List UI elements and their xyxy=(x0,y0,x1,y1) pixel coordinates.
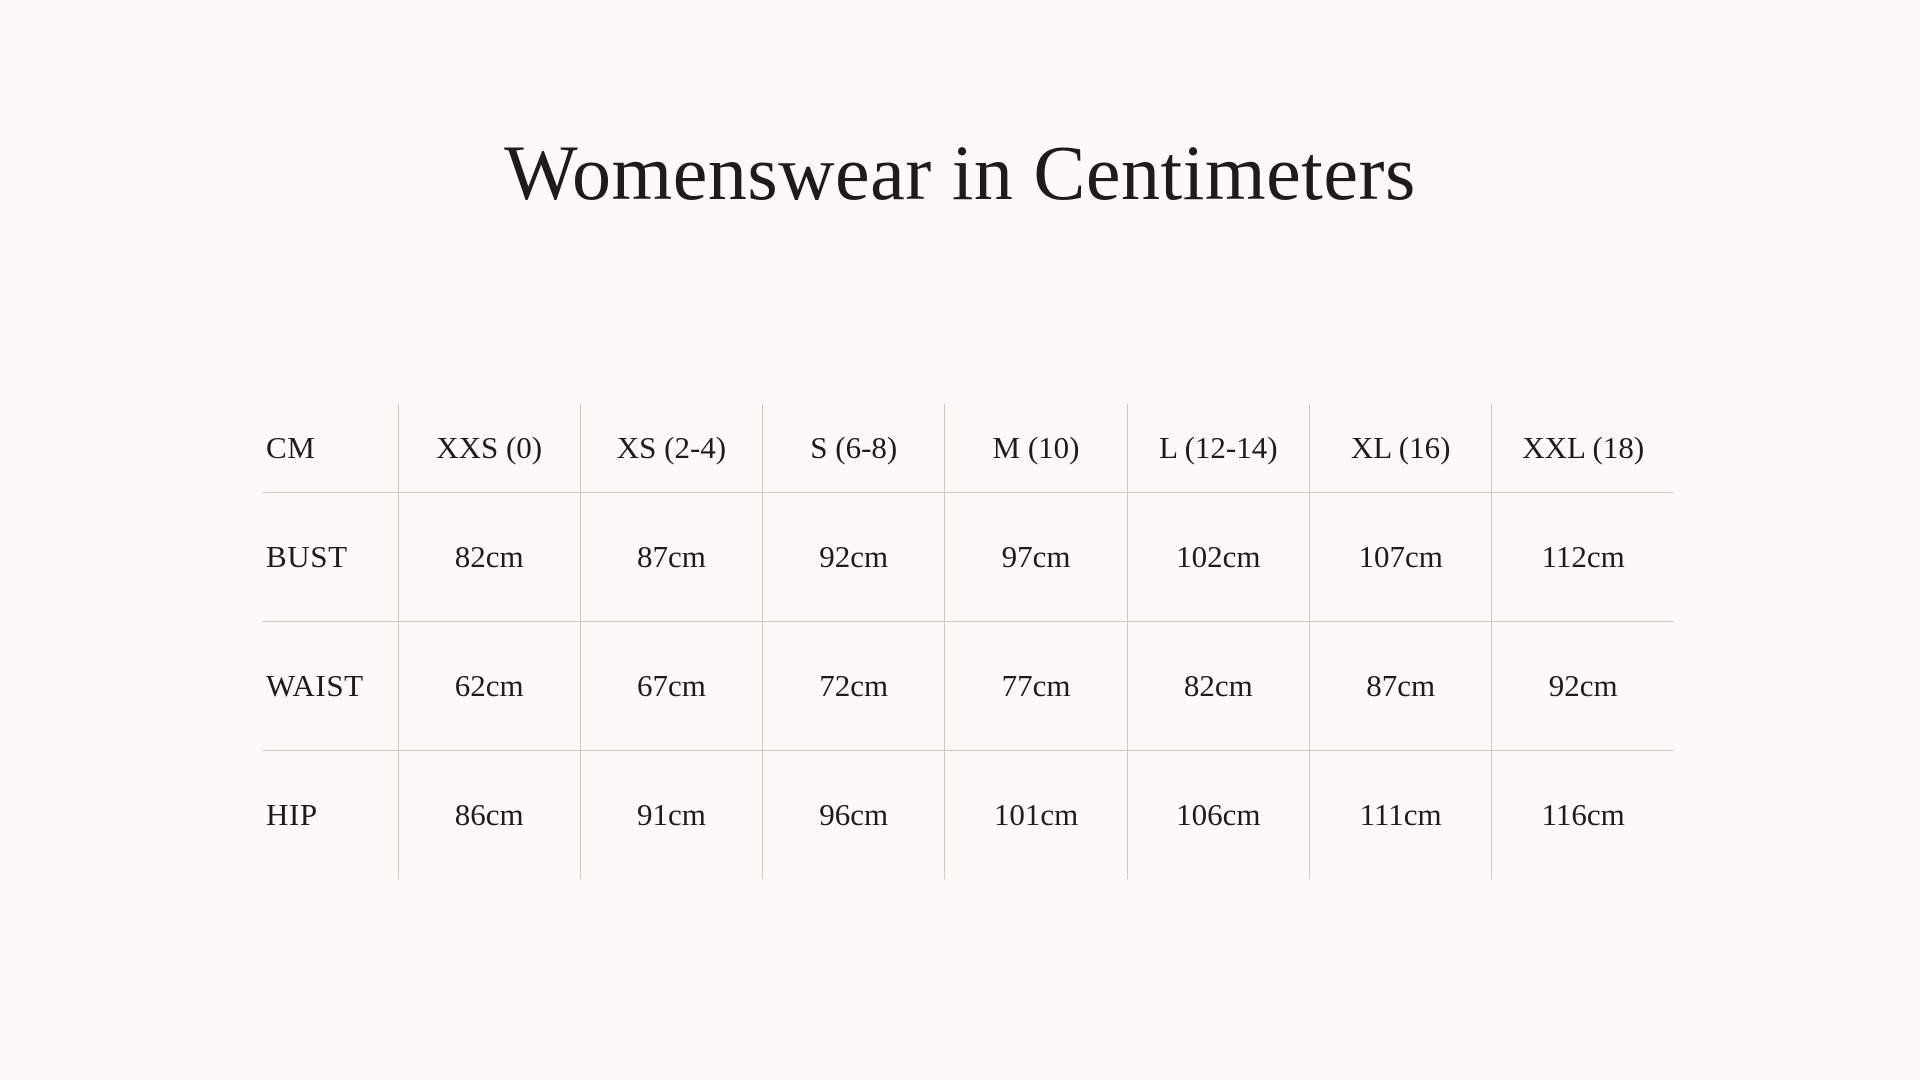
size-table-body xyxy=(262,492,1674,879)
cell-hip-s: 96cm xyxy=(763,750,945,879)
cell-bust-xxl: 112cm xyxy=(1492,492,1674,621)
cell-hip-xxl: 116cm xyxy=(1492,750,1674,879)
cell-waist-xl: 87cm xyxy=(1309,621,1491,750)
size-table-header xyxy=(262,404,1674,492)
cell-waist-l: 82cm xyxy=(1127,621,1309,750)
cell-waist-xxs: 62cm xyxy=(398,621,580,750)
row-label-bust: BUST xyxy=(266,538,348,574)
cell-waist-m: 77cm xyxy=(945,621,1127,750)
cell-hip-m: 101cm xyxy=(945,750,1127,879)
column-header-xxl: XXL (18) xyxy=(1492,404,1674,492)
table-row xyxy=(262,492,1674,621)
cell-waist-xs: 67cm xyxy=(580,621,762,750)
cell-bust-l: 102cm xyxy=(1127,492,1309,621)
cell-waist-s: 72cm xyxy=(763,621,945,750)
column-header-l: L (12-14) xyxy=(1127,404,1309,492)
size-table xyxy=(262,404,1674,879)
cell-bust-xs: 87cm xyxy=(580,492,762,621)
row-label-hip: HIP xyxy=(262,750,398,879)
cell-bust-m: 97cm xyxy=(945,492,1127,621)
column-header-xxs: XXS (0) xyxy=(398,404,580,492)
table-header-row xyxy=(262,404,1674,492)
cell-hip-l: 106cm xyxy=(1127,750,1309,879)
row-label-waist: WAIST xyxy=(262,621,398,750)
cell-hip-xs: 91cm xyxy=(580,750,762,879)
cell-hip-xxs: 86cm xyxy=(398,750,580,879)
table-row xyxy=(262,621,1674,750)
size-table-container xyxy=(262,404,1674,879)
column-header-xl: XL (16) xyxy=(1309,404,1491,492)
cell-waist-xxl: 92cm xyxy=(1492,621,1674,750)
table-row xyxy=(262,750,1674,879)
cell-hip-xl: 111cm xyxy=(1309,750,1491,879)
cell-bust-s: 92cm xyxy=(763,492,945,621)
cell-bust-xxs: 82cm xyxy=(398,492,580,621)
column-header-xs: XS (2-4) xyxy=(580,404,762,492)
column-header-m: M (10) xyxy=(945,404,1127,492)
page-title: Womenswear in Centimeters xyxy=(504,129,1416,216)
unit-label: CM xyxy=(262,404,398,492)
column-header-s: S (6-8) xyxy=(763,404,945,492)
cell-bust-xl: 107cm xyxy=(1309,492,1491,621)
